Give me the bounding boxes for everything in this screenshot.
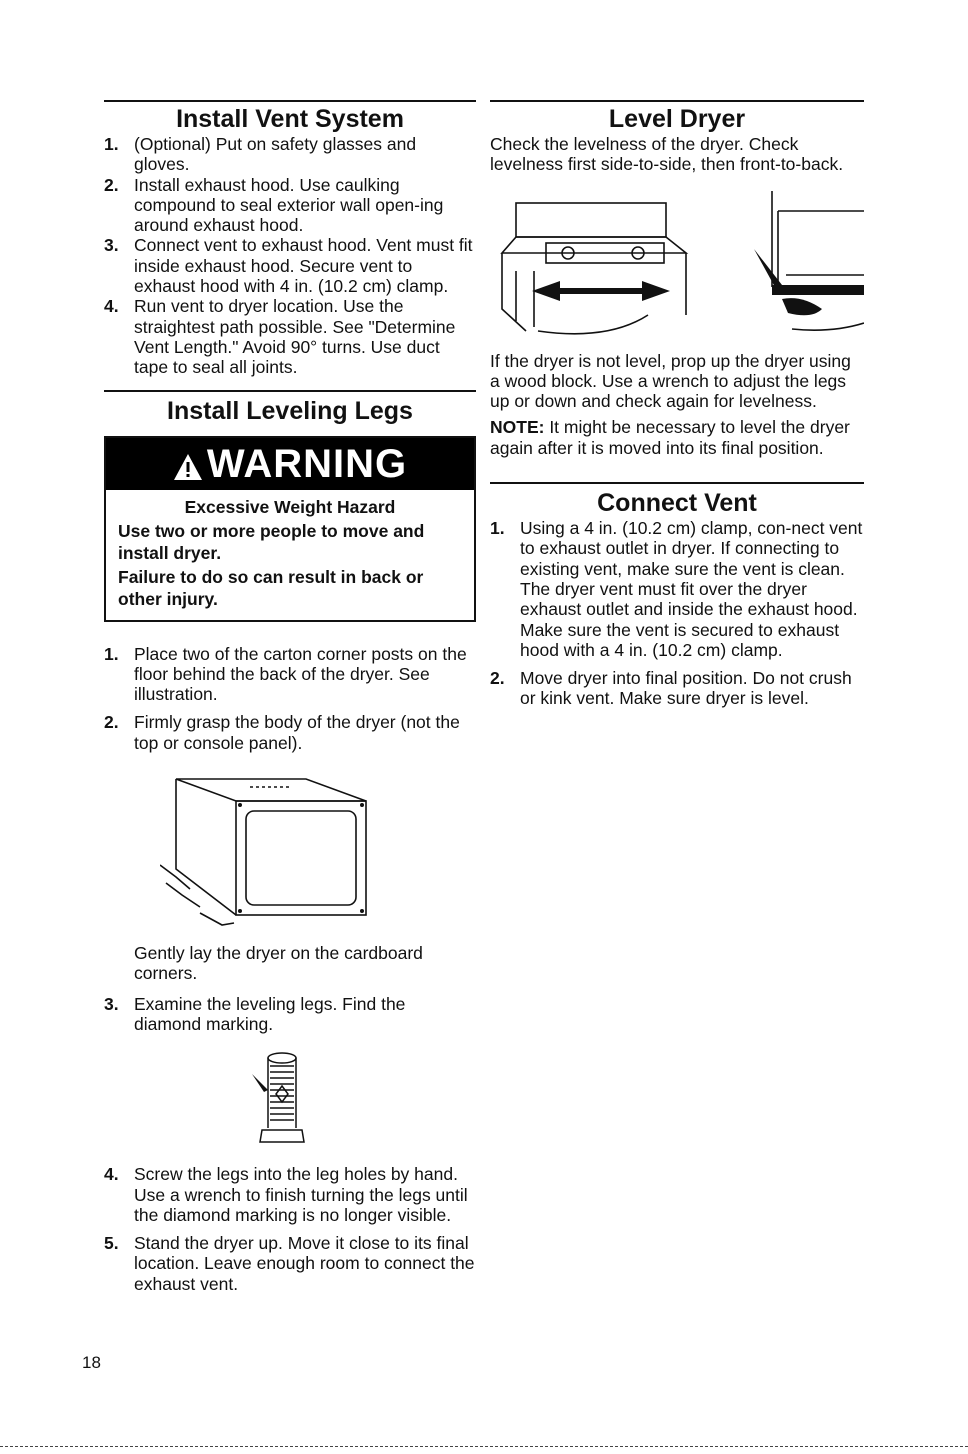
page-edge-rule bbox=[0, 1446, 968, 1447]
front-to-back-illustration bbox=[752, 191, 864, 341]
page-number: 18 bbox=[82, 1353, 101, 1372]
list-item: 3. Connect vent to exhaust hood. Vent must fit inside exhaust hood. Secure vent to exhaust hood with 4 in. (10.2 cm) clamp. bbox=[104, 235, 473, 297]
leveling-legs-steps bbox=[104, 644, 476, 753]
warning-hazard: Excessive Weight Hazard bbox=[184, 496, 396, 517]
list-item: 2. Install exhaust hood. Use caulking compound to seal exterior wall open-ing around exhaust hood. bbox=[104, 174, 444, 236]
caption-text: Gently lay the dryer on the cardboard corners. bbox=[134, 943, 423, 984]
connect-vent-steps bbox=[490, 518, 864, 709]
list-item: 2. Firmly grasp the body of the dryer (not the top or console panel). bbox=[104, 712, 460, 753]
note-text: It might be necessary to level the dryer again after it is moved into its final position. bbox=[490, 417, 850, 458]
leveling-legs-steps-b bbox=[104, 994, 476, 1035]
list-item: 4. Run vent to dryer location. Use the straightest path possible. See "Determine Vent Length." Avoid 90° turns. Use duct tape to seal all joints. bbox=[104, 296, 456, 378]
list-item: 4. Screw the legs into the leg holes by hand. Use a wrench to finish turning the legs until the diamond marking is no longer visible. bbox=[104, 1164, 468, 1225]
leveling-leg-illustration bbox=[252, 1050, 476, 1148]
left-column bbox=[104, 100, 476, 1294]
level-dryer-illustrations bbox=[498, 191, 864, 341]
level-dryer-instructions: If the dryer is not level, prop up the dryer using a wood block. Use a wrench to adjust the legs up or down and check again for levelness. bbox=[490, 350, 851, 412]
warning-label: WARNING bbox=[206, 441, 408, 486]
warning-box bbox=[104, 436, 476, 622]
warning-body bbox=[106, 490, 474, 620]
leveling-legs-steps-c bbox=[104, 1164, 476, 1294]
dryer-on-corners-illustration bbox=[160, 765, 476, 935]
warning-triangle-icon bbox=[173, 453, 203, 481]
side-to-side-illustration bbox=[498, 191, 698, 341]
level-dryer-heading: Level Dryer bbox=[608, 105, 746, 133]
list-item: 3. Examine the leveling legs. Find the diamond marking. bbox=[104, 993, 406, 1034]
install-vent-system-heading: Install Vent System bbox=[176, 105, 404, 133]
warning-header bbox=[106, 438, 474, 490]
warning-consequence: Failure to do so can result in back or other injury. bbox=[118, 566, 424, 609]
install-leveling-legs-heading: Install Leveling Legs bbox=[167, 396, 413, 425]
install-vent-steps bbox=[104, 134, 476, 378]
warning-instruction: Use two or more people to move and install dryer. bbox=[118, 520, 425, 563]
list-item: 2. Move dryer into final position. Do not crush or kink vent. Make sure dryer is level. bbox=[490, 668, 852, 709]
level-dryer-note bbox=[490, 417, 864, 458]
list-item: 1. Using a 4 in. (10.2 cm) clamp, con-nect vent to exhaust outlet in dryer. If connecting to existing vent, make sure the vent is clean. The dryer vent must fit over the dryer exhaust outlet and inside the exhaust hood. Make sure the vent is secured to exhaust hood with a 4 in. (10.2 cm) clamp. bbox=[490, 518, 863, 660]
connect-vent-heading: Connect Vent bbox=[597, 489, 757, 518]
level-dryer-intro: Check the levelness of the dryer. Check levelness first side-to-side, then front-to-back. bbox=[490, 134, 844, 175]
list-item: 1. Place two of the carton corner posts on the floor behind the back of the dryer. See illustration. bbox=[104, 643, 467, 705]
list-item: 1. (Optional) Put on safety glasses and gloves. bbox=[104, 134, 417, 175]
right-column bbox=[490, 100, 864, 709]
note-label: NOTE: bbox=[490, 417, 545, 438]
list-item: 5. Stand the dryer up. Move it close to its final location. Leave enough room to connect the exhaust vent. bbox=[104, 1233, 475, 1294]
